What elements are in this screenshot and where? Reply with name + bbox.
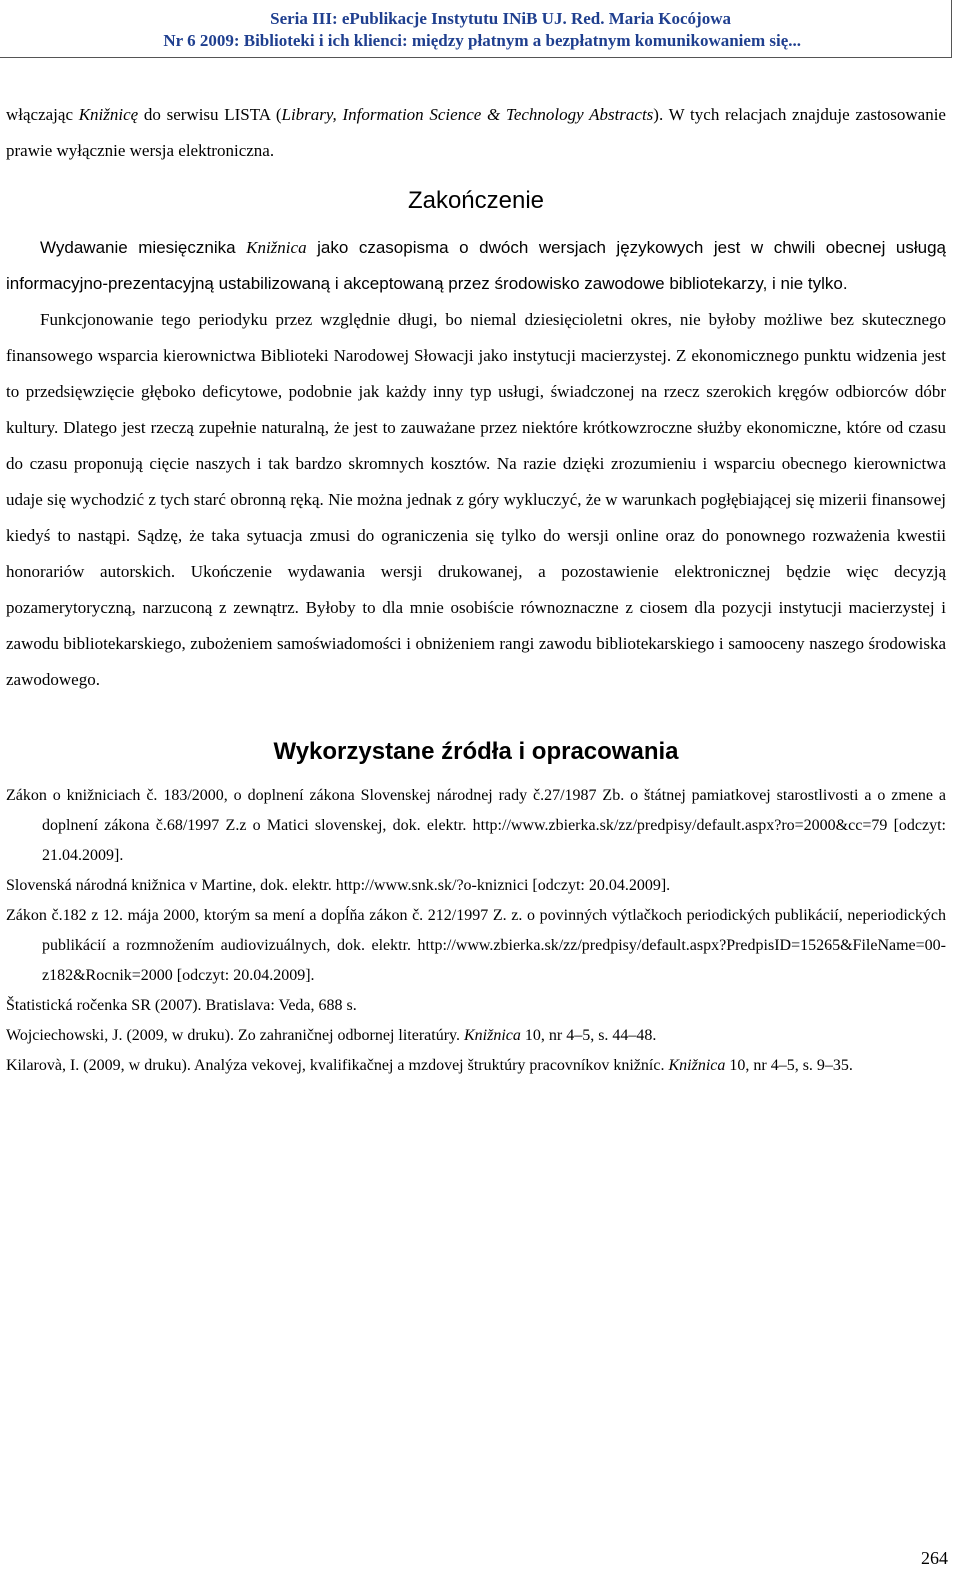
sources-heading: Wykorzystane źródła i opracowania bbox=[273, 738, 679, 765]
reference-item: Zákon č.182 z 12. mája 2000, ktorým sa mení a dopĺňa zákon č. 212/1997 Z. z. o povinných výtlačkoch periodických publikácií, neperiodických publikácií a rozmnožením audiovizuálnych, dok. elektr. http://www.zbierka.sk/zz/predpisy/default.aspx?PredpisID=15265&FileName=00-z182&Rocnik=2000 [odczyt: 20.04.2009]. bbox=[6, 907, 946, 984]
issue-title: Nr 6 2009: Biblioteki i ich klienci: między płatnym a bezpłatnym komunikowaniem się... bbox=[163, 31, 801, 50]
database-name: Library, Information Science & Technology Abstracts bbox=[281, 105, 654, 124]
page-number: 264 bbox=[921, 1548, 948, 1568]
running-header bbox=[0, 0, 952, 58]
conclusion-paragraph-1: Wydawanie miesięcznika Knižnica jako czasopisma o dwóch wersjach językowych jest w chwili obecnej usługą informacyjno-prezentacyjną ustabilizowaną i akceptowaną przez środowisko zawodowe bibliotekarzy, i nie tylko. bbox=[6, 238, 946, 293]
reference-item: Wojciechowski, J. (2009, w druku). Zo zahraničnej odbornej literatúry. Knižnica 10, nr 4–5, s. 44–48. bbox=[6, 1027, 657, 1044]
journal-title: Knižnicę bbox=[78, 105, 139, 124]
reference-item: Slovenská národná knižnica v Martine, dok. elektr. http://www.snk.sk/?o-kniznici [odczyt: 20.04.2009]. bbox=[6, 877, 671, 894]
conclusion-paragraph-2: Funkcjonowanie tego periodyku przez względnie długi, bo niemal dziesięcioletni okres, nie byłoby możliwe bez skutecznego finansowego wsparcia kierownictwa Biblioteki Narodowej Słowacji jako instytucji macierzystej. Z ekonomicznego punktu widzenia jest to przedsięwzięcie głęboko deficytowe, podobnie jak każdy inny typ usługi, świadczonej na rzecz szerokich kręgów odbiorców dóbr kultury. Dlatego jest rzeczą zupełnie naturalną, że jest to zauważane przez niektóre krótkowzroczne służby ekonomiczne, które od czasu do czasu proponują cięcie naszych i tak bardzo skromnych kosztów. Na razie dzięki zrozumieniu i wsparciu obecnego kierownictwa udaje się wychodzić z tych starć obronną ręką. Nie można jednak z góry wykluczyć, że w warunkach pogłębiającej się mizerii finansowej kiedyś to nastąpi. Sądzę, że taka sytuacja zmusi do ograniczenia się tylko do wersji online oraz do ponownego rozważenia kwestii honorariów autorskich. Ukończenie wydawania wersji drukowanej, a pozostawienie elektronicznej będzie więc decyzją pozamerytoryczną, narzuconą z zewnątrz. Byłoby to dla mnie osobiście równoznaczne z ciosem dla pozycji instytucji macierzystej i zawodu bibliotekarskiego, zubożeniem samoświadomości i obniżeniem rangi zawodu bibliotekarskiego i samooceny naszego środowiska zawodowego. bbox=[6, 310, 946, 689]
series-title: Seria III: ePublikacje Instytutu INiB UJ. Red. Maria Kocójowa bbox=[270, 9, 731, 28]
reference-item: Zákon o knižniciach č. 183/2000, o doplnení zákona Slovenskej národnej rady č.27/1987 Zb. o štátnej pamiatkovej starostlivosti a o zmene a doplnení zákona č.68/1997 Z.z o Matici slovenskej, dok. elektr. http://www.zbierka.sk/zz/predpisy/default.aspx?ro=2000&cc=79 [odczyt: 21.04.2009]. bbox=[6, 787, 946, 864]
page-body bbox=[6, 97, 946, 1081]
conclusion-heading: Zakończenie bbox=[407, 187, 545, 214]
reference-item: Kilarovà, I. (2009, w druku). Analýza vekovej, kvalifikačnej a mzdovej štruktúry pracovníkov knižníc. Knižnica 10, nr 4–5, s. 9–35. bbox=[6, 1057, 853, 1074]
intro-paragraph: włączając Knižnicę do serwisu LISTA (Library, Information Science & Technology Abstracts). W tych relacjach znajduje zastosowanie prawie wyłącznie wersja elektroniczna. bbox=[6, 105, 946, 160]
reference-list bbox=[6, 781, 946, 1081]
reference-item: Štatistická ročenka SR (2007). Bratislava: Veda, 688 s. bbox=[6, 997, 357, 1014]
